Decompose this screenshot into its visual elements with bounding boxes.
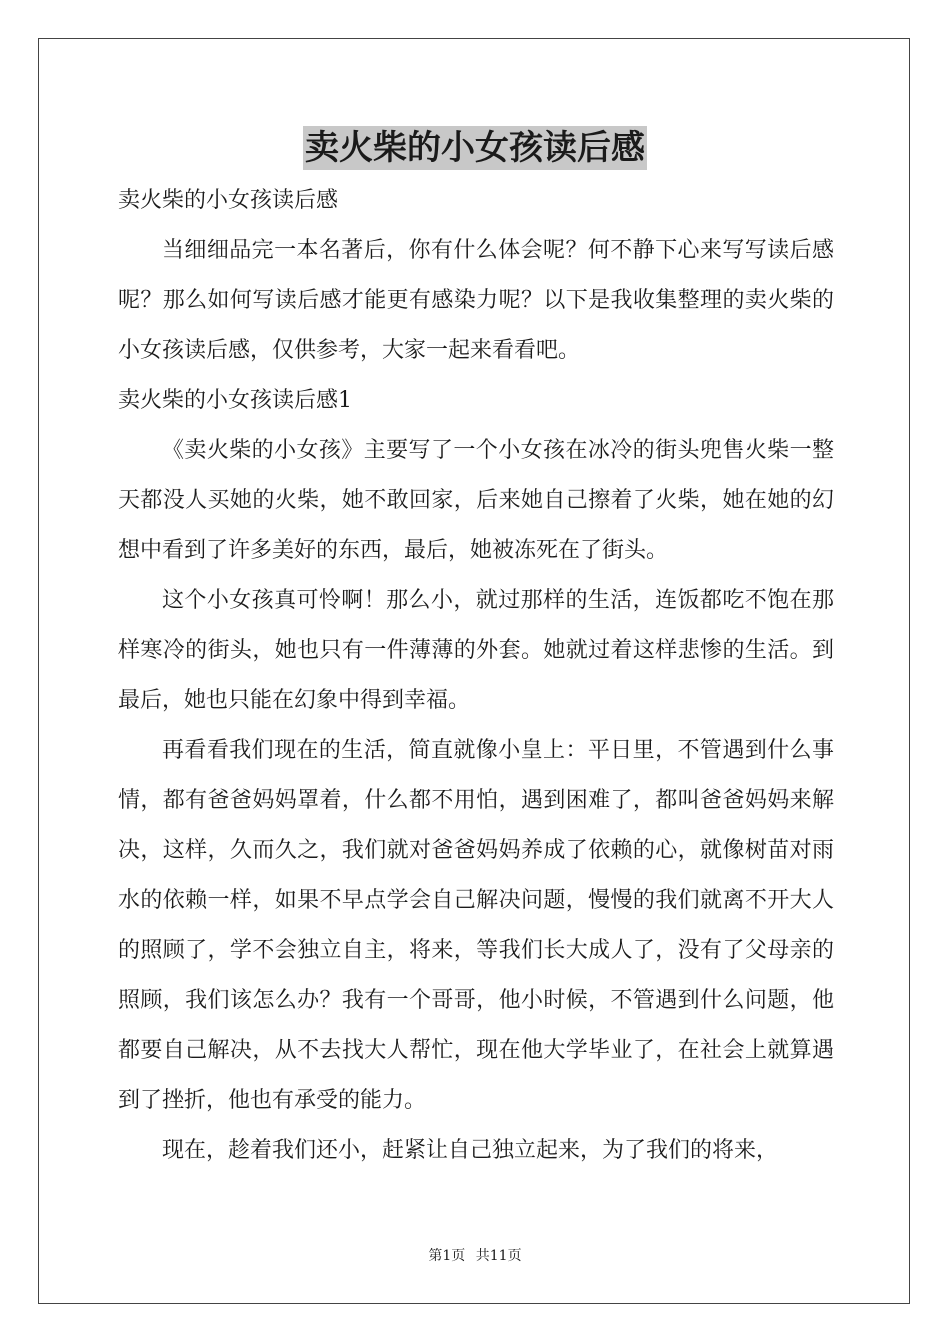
- document-body: [118, 176, 834, 1176]
- intro-paragraph: 当细细品完一本名著后，你有什么体会呢？何不静下心来写写读后感呢？那么如何写读后感才能更有感染力呢？以下是我收集整理的卖火柴的小女孩读后感，仅供参考，大家一起来看看吧。: [118, 238, 834, 363]
- page-total: 共11页: [475, 1248, 522, 1264]
- subtitle: 卖火柴的小女孩读后感: [118, 188, 339, 213]
- body-paragraph: 《卖火柴的小女孩》主要写了一个小女孩在冰冷的街头兜售火柴一整天都没人买她的火柴，她不敢回家，后来她自己擦着了火柴，她在她的幻想中看到了许多美好的东西，最后，她被冻死在了街头。: [118, 438, 834, 563]
- body-paragraph: 这个小女孩真可怜啊！那么小，就过那样的生活，连饭都吃不饱在那样寒冷的街头，她也只有一件薄薄的外套。她就过着这样悲惨的生活。到最后，她也只能在幻象中得到幸福。: [118, 588, 834, 713]
- title-container: [0, 126, 950, 170]
- body-paragraph: 现在，趁着我们还小，赶紧让自己独立起来，为了我们的将来，: [162, 1138, 779, 1163]
- body-paragraph: 再看看我们现在的生活，简直就像小皇上：平日里，不管遇到什么事情，都有爸爸妈妈罩着，什么都不用怕，遇到困难了，都叫爸爸妈妈来解决，这样，久而久之，我们就对爸爸妈妈养成了依赖的心，就像树苗对雨水的依赖一样，如果不早点学会自己解决问题，慢慢的我们就离不开大人的照顾了，学不会独立自主，将来，等我们长大成人了，没有了父母亲的照顾，我们该怎么办？我有一个哥哥，他小时候，不管遇到什么问题，他都要自己解决，从不去找大人帮忙，现在他大学毕业了，在社会上就算遇到了挫折，他也有承受的能力。: [118, 738, 834, 1113]
- section-heading: 卖火柴的小女孩读后感1: [118, 388, 352, 413]
- document-title: 卖火柴的小女孩读后感: [305, 128, 645, 168]
- page-number: 第1页: [428, 1248, 466, 1264]
- page-footer: [0, 1246, 950, 1266]
